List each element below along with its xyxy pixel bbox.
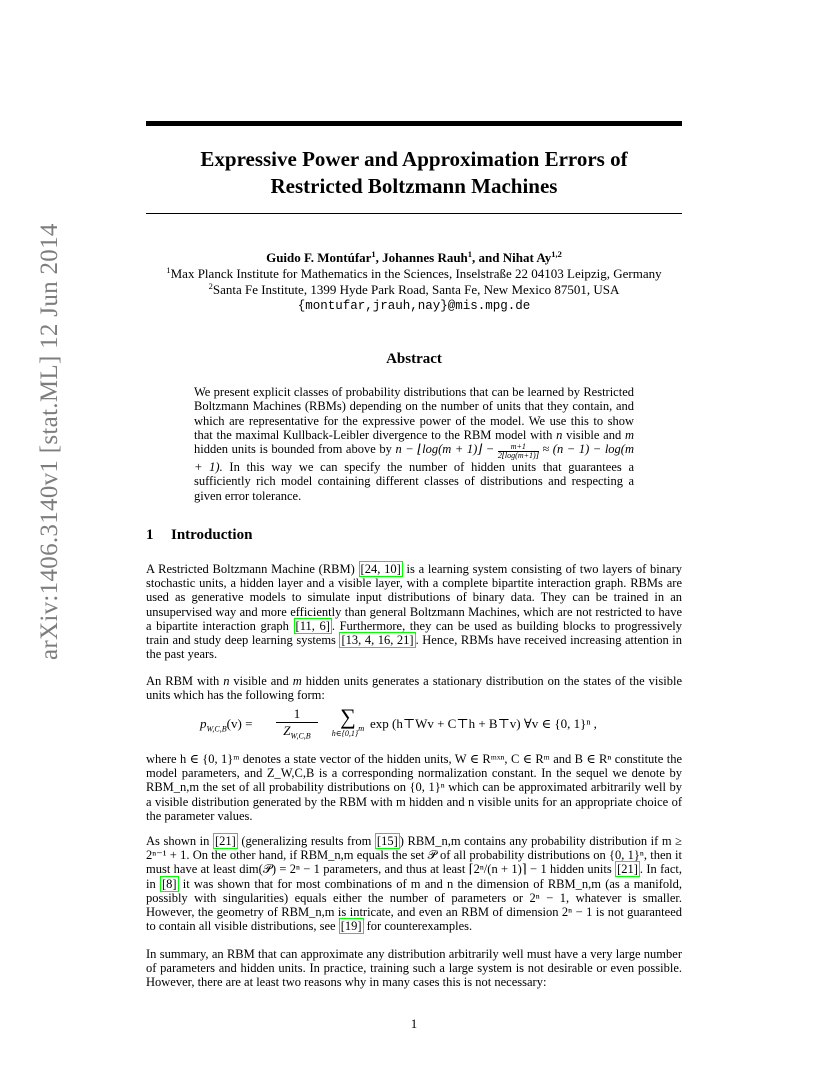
section-title: Introduction — [171, 527, 253, 543]
author-names: Guido F. Montúfar$^1$, Johannes Rauh$^1$, and Nihat Ay$^{1,2}$ — [266, 249, 562, 265]
title-line-1: Expressive Power and Approximation Errors of — [200, 147, 628, 171]
author-emails: {montufar,jrauh,nay}@mis.mpg.de — [297, 299, 531, 313]
citation-link[interactable]: [21] — [214, 834, 236, 848]
intro-paragraph-3: where h ∈ {0, 1}ᵐ denotes a state vector of the hidden units, W ∈ Rᵐˣⁿ, C ∈ Rᵐ and B ∈ Rⁿ constitute the model parameters, and Z_W,C,B is a corresponding normalization constant. In the sequel we denote by RBM_n,m the set of all probability distributions on {0, 1}ⁿ which can be approximated arbitrarily well by a visible distribution generated by the RBM with m hidden and n visible units for an appropriate choice of the parameter values. — [146, 752, 682, 823]
citation-link[interactable]: [11, 6] — [295, 618, 330, 633]
section-number: 1 — [146, 527, 154, 543]
author-3: and Nihat Ay — [478, 250, 552, 265]
citation-link[interactable]: [13, 4, 16, 21] — [341, 633, 414, 648]
intro-paragraph-2: An RBM with n visible and m hidden units generates a stationary distribution on the states of the visible units which has the following form: — [146, 674, 682, 703]
arxiv-identifier-stamp: arXiv:1406.3140v1 [stat.ML] 12 Jun 2014 — [36, 223, 63, 660]
rbm-distribution-equation — [200, 706, 640, 746]
intro-paragraph-1: A Restricted Boltzmann Machine (RBM) [24, 10] is a learning system consisting of two layers of binary stochastic units, a hidden layer and a visible layer, with a complete bipartite interaction graph. RBMs are used as generative models to simulate input distributions of binary data. They can be trained in an unsupervised way and more efficiently than general Boltzmann Machines, which are not restricted to have a bipartite interaction graph [11, 6] . Furthermore, they can be used as building blocks to progressively train and study deep learning systems [13, 4, 16, 21] . Hence, RBMs have received increasing attention in the past years. — [146, 562, 683, 662]
author-block — [100, 250, 728, 314]
equation-normalizer-fraction: 1 $Z_{W,C,B}$ — [276, 706, 318, 741]
intro-paragraph-4: As shown in [21] (generalizing results from [15] ) RBM_n,m contains any probability distribution if m ≥ 2ⁿ⁻¹ + 1. On the other hand, if RBM_n,m equals the set 𝒫 of all probability distributions on {0, 1}ⁿ, then it must have at least dim(𝒫) = 2ⁿ − 1 parameters, and thus at least ⌈2ⁿ/(n + 1)⌉ − 1 hidden units [21] . In fact, in [8] it was shown that for most combinations of m and n the dimension of RBM_n,m (as a manifold, possibly with singularities) equals either the number of parameters or 2ⁿ − 1, whatever is smaller. However, the geometry of RBM_n,m is intricate, and even an RBM of dimension 2ⁿ − 1 is not guaranteed to contain all visible distributions, see [19] for counterexamples. — [146, 834, 682, 934]
abstract-fraction: $\frac{m+1}{2⌊\log(m+1)⌋}$ — [497, 442, 539, 461]
citation-link[interactable]: [24, 10] — [360, 562, 401, 576]
paper-title — [146, 146, 682, 200]
author-1: Guido F. Montúfar — [266, 250, 372, 265]
abstract-bound-formula: n − ⌊log(m + 1)⌋ − — [395, 442, 498, 457]
affiliation-2: $^2$Santa Fe Institute, 1399 Hyde Park Road, Santa Fe, New Mexico 87501, USA — [208, 281, 620, 297]
citation-link[interactable]: [15] — [376, 834, 398, 848]
title-line-2: Restricted Boltzmann Machines — [270, 174, 558, 198]
equation-lhs: $p_{W,C,B}(v)$ = — [200, 716, 253, 734]
title-bottom-rule — [146, 213, 682, 214]
page-number: 1 — [410, 1016, 418, 1031]
title-top-rule — [146, 121, 682, 126]
abstract-heading: Abstract — [386, 351, 442, 367]
author-1-affiliation-mark: 1 — [371, 249, 376, 259]
equation-rhs: exp (h⊤Wv + C⊤h + B⊤v) ∀v ∈ {0, 1}ⁿ , — [370, 716, 597, 731]
citation-link[interactable]: [19] — [340, 919, 362, 934]
author-3-affiliation-mark: 1,2 — [551, 249, 562, 259]
abstract-body: We present explicit classes of probability distributions that can be learned by Restricted Boltzmann Machines (RBMs) depending on the number of units that they contain, and which are representative for the expressive power of the model. We use this to show that the maximal Kullback-Leibler divergence to the RBM model with n visible and m hidden units is bounded from above by n − ⌊log(m + 1)⌋ − $\frac{m+1}{2⌊\log(m+1)⌋}$ ≈ (n − 1) − log(m + 1). In this way we can specify the number of hidden units that guarantees a sufficiently rich model containing different classes of distributions and respecting a given error tolerance. — [194, 385, 634, 503]
section-heading-introduction — [146, 527, 252, 544]
equation-summation: ∑ $h\in\{0,1\}^m$ — [331, 704, 365, 738]
author-2-affiliation-mark: 1 — [467, 249, 473, 259]
intro-paragraph-5: In summary, an RBM that can approximate any distribution arbitrarily well must have a very large number of parameters and hidden units. In practice, training such a large system is not desirable or even possible. However, there are at least two reasons why in many cases this is not necessary: — [146, 947, 682, 990]
affiliation-1: $^1$Max Planck Institute for Mathematics in the Sciences, Inselstraße 22 04103 Leipzig, Germany — [166, 265, 662, 281]
citation-link[interactable]: [8] — [161, 876, 177, 891]
citation-link[interactable]: [21] — [617, 862, 638, 877]
author-2: Johannes Rauh — [382, 250, 468, 265]
